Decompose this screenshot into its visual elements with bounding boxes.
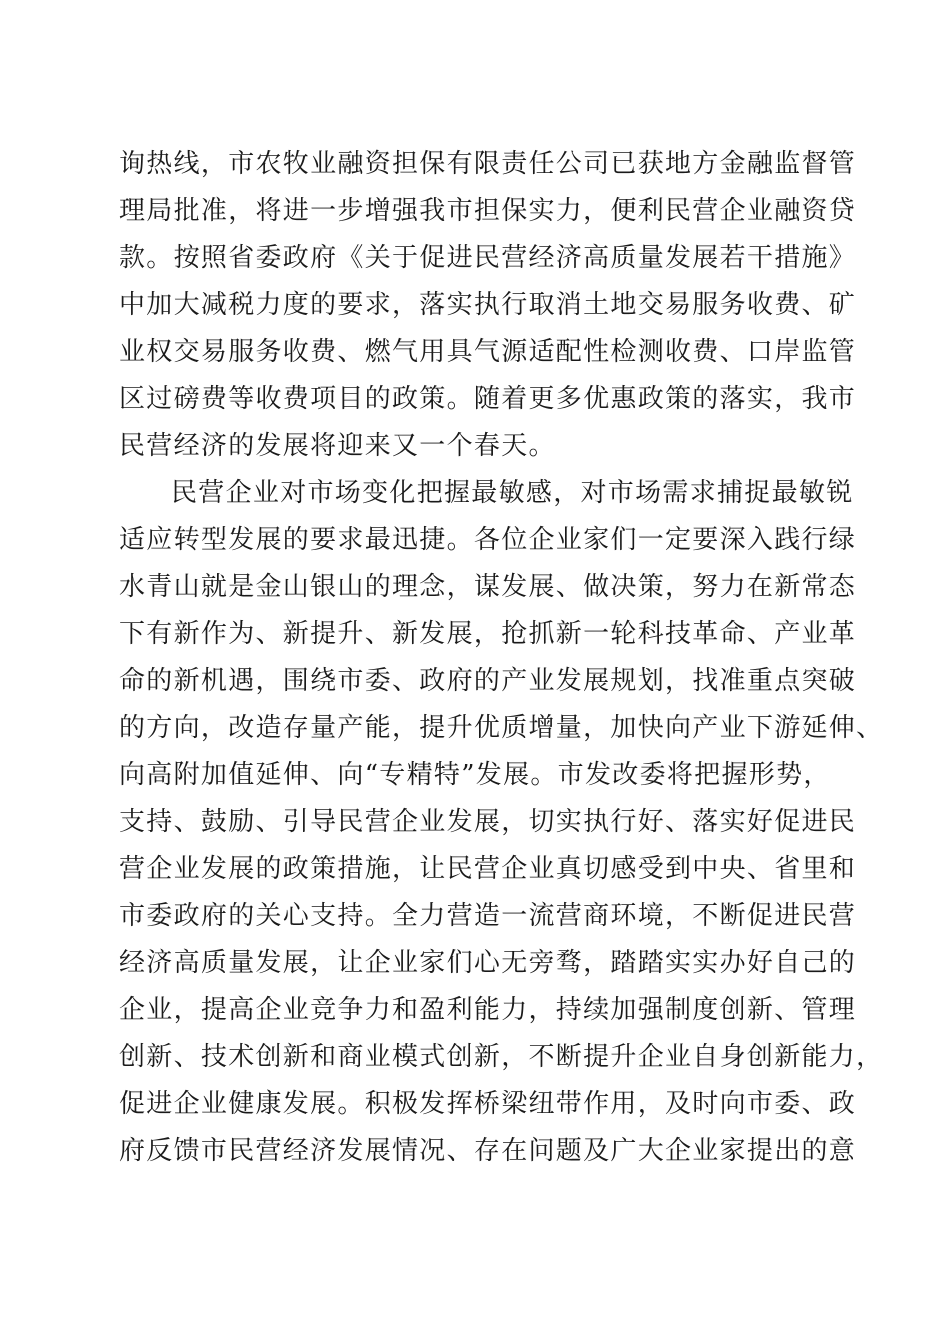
text-line: 命的新机遇，围绕市委、政府的产业发展规划，找准重点突破 (119, 666, 857, 696)
text-line: 区过磅费等收费项目的政策。随着更多优惠政策的落实，我市 (119, 384, 857, 414)
text-line: 水青山就是金山银山的理念，谋发展、做决策，努力在新常态 (119, 572, 857, 602)
text-line: 的方向，改造存量产能，提升优质增量，加快向产业下游延伸、 (119, 713, 884, 743)
text-line: 中加大减税力度的要求，落实执行取消土地交易服务收费、矿 (119, 290, 857, 320)
text-line: 下有新作为、新提升、新发展，抢抓新一轮科技革命、产业革 (119, 619, 857, 649)
text-line: 创新、技术创新和商业模式创新，不断提升企业自身创新能力， (119, 1042, 884, 1072)
text-line: 款。按照省委政府《关于促进民营经济高质量发展若干措施》 (119, 243, 857, 273)
text-line: 业权交易服务收费、燃气用具气源适配性检测收费、口岸监管 (119, 337, 857, 367)
text-line: 理局批准，将进一步增强我市担保实力，便利民营企业融资贷 (119, 196, 857, 226)
text-line: 市委政府的关心支持。全力营造一流营商环境，不断促进民营 (119, 901, 857, 931)
text-line: 府反馈市民营经济发展情况、存在问题及广大企业家提出的意 (119, 1136, 857, 1166)
text-line: 适应转型发展的要求最迅捷。各位企业家们一定要深入践行绿 (119, 525, 857, 555)
text-line: 询热线，市农牧业融资担保有限责任公司已获地方金融监督管 (119, 149, 857, 179)
text-line: 企业，提高企业竞争力和盈利能力，持续加强制度创新、管理 (119, 995, 857, 1025)
body-text (119, 141, 884, 1175)
text-line: 促进企业健康发展。积极发挥桥梁纽带作用，及时向市委、政 (119, 1089, 857, 1119)
text-line: 向高附加值延伸、向“专精特”发展。市发改委将把握形势， (119, 760, 831, 790)
text-line: 民营经济的发展将迎来又一个春天。 (119, 431, 556, 461)
text-line: 支持、鼓励、引导民营企业发展，切实执行好、落实好促进民 (119, 807, 857, 837)
text-line: 经济高质量发展，让企业家们心无旁骛，踏踏实实办好自己的 (119, 948, 857, 978)
paragraph-first-line: 民营企业对市场变化把握最敏感，对市场需求捕捉最敏锐 (171, 478, 854, 508)
text-line: 营企业发展的政策措施，让民营企业真切感受到中央、省里和 (119, 854, 857, 884)
